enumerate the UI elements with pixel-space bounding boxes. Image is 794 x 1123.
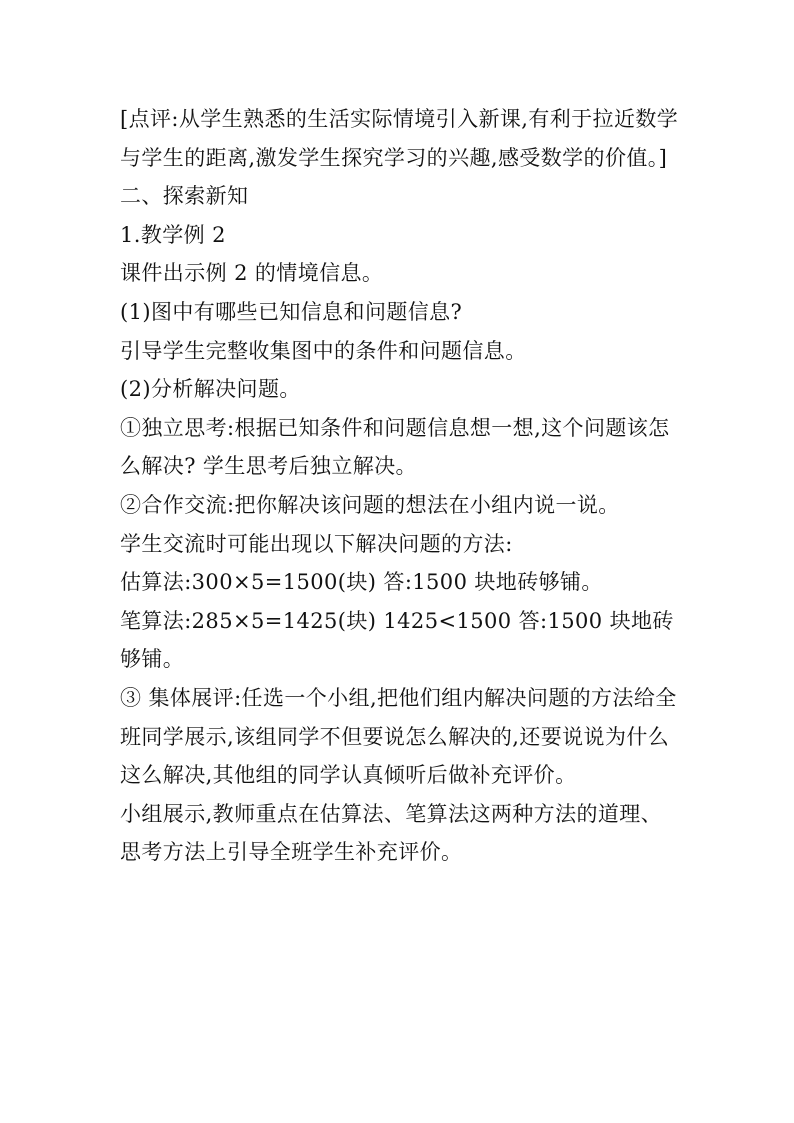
step-paragraph: (2)分析解决问题。 — [120, 377, 301, 402]
step-paragraph: ①独立思考:根据已知条件和问题信息想一想,这个问题该怎么解决? 学生思考后独立解决。 — [120, 415, 670, 479]
step-paragraph: ②合作交流:把你解决该问题的想法在小组内说一说。 — [120, 492, 620, 517]
body-paragraph: 课件出示例 2 的情境信息。 — [120, 261, 384, 286]
document-body — [120, 100, 680, 872]
method-paragraph: 笔算法:285×5=1425(块) 1425<1500 答:1500 块地砖够铺。 — [120, 608, 674, 672]
body-paragraph: 学生交流时可能出现以下解决问题的方法: — [120, 531, 513, 556]
step-paragraph: ③ 集体展评:任选一个小组,把他们组内解决问题的方法给全班同学展示,该组同学不但要说怎么解决的,还要说说为什么这么解决,其他组的同学认真倾听后做补充评价。 — [120, 685, 677, 788]
body-paragraph: 小组展示,教师重点在估算法、笔算法这两种方法的道理、思考方法上引导全班学生补充评价。 — [120, 801, 663, 865]
question-paragraph: (1)图中有哪些已知信息和问题信息? — [120, 299, 463, 324]
section-heading: 二、探索新知 — [120, 184, 249, 209]
comment-paragraph: [点评:从学生熟悉的生活实际情境引入新课,有利于拉近数学与学生的距离,激发学生探究学习的兴趣,感受数学的价值。] — [120, 107, 679, 170]
method-paragraph: 估算法:300×5=1500(块) 答:1500 块地砖够铺。 — [120, 570, 603, 595]
body-paragraph: 引导学生完整收集图中的条件和问题信息。 — [120, 338, 527, 363]
subsection-heading: 1.教学例 2 — [120, 222, 226, 247]
